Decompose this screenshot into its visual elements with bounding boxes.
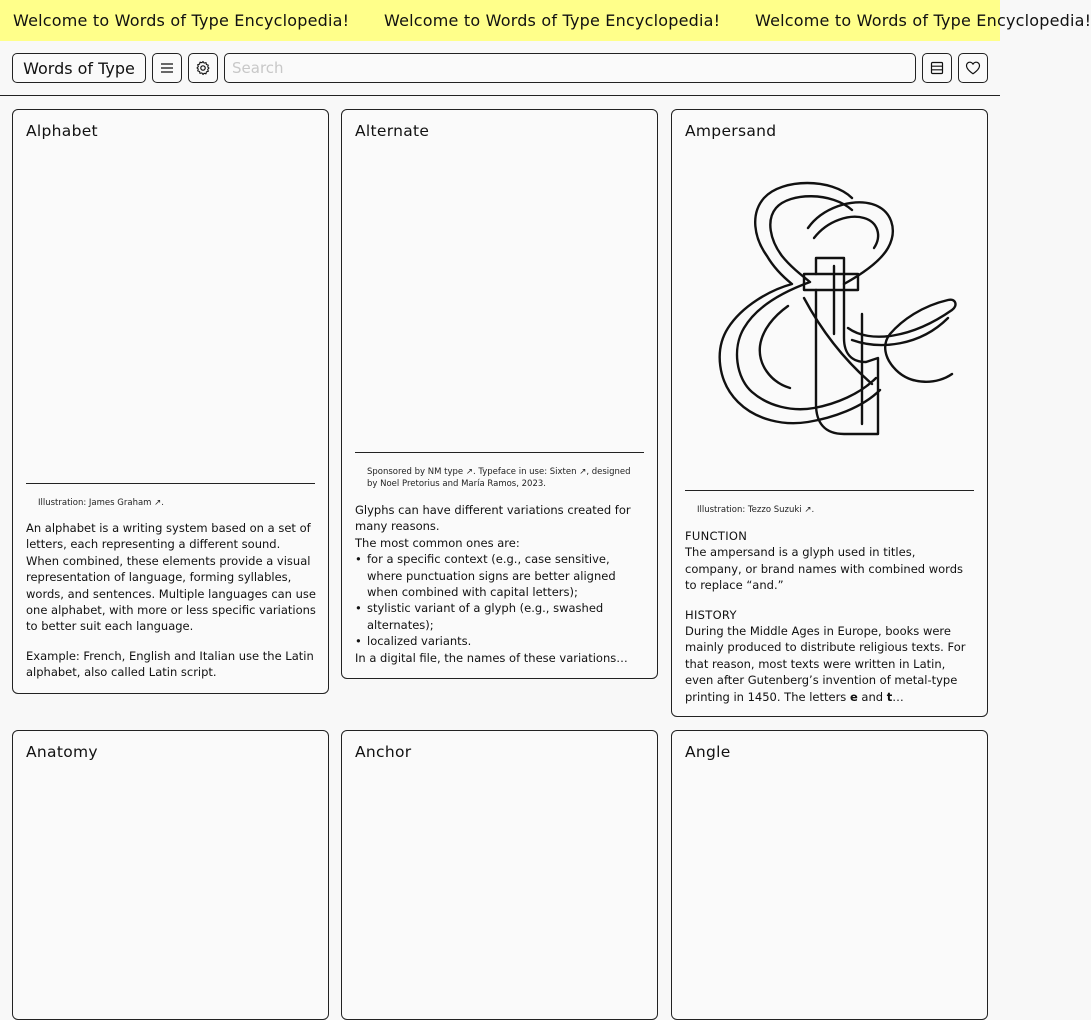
card-description [26,520,316,681]
welcome-marquee [0,0,1091,41]
gear-icon [195,60,211,76]
section-label-history: HISTORY [685,607,737,622]
conjunction: and [857,689,887,704]
heart-icon [965,61,981,75]
illustration-credit[interactable]: Illustration: James Graham ↗. [38,498,164,508]
layout-rows-icon [930,61,944,75]
settings-button[interactable] [188,53,218,83]
marquee-text: Welcome to Words of Type Encyclopedia! [755,11,1091,30]
list-heading: The most common ones are: [355,535,520,550]
toolbar [0,41,1000,96]
brand-label: Words of Type [23,58,135,78]
description-intro: Glyphs can have different variations created for many reasons. [355,503,631,534]
home-button[interactable] [12,53,146,83]
card-description [685,528,975,705]
marquee-text: Welcome to Words of Type Encyclopedia! [384,11,721,30]
card-title: Angle [685,743,731,761]
entry-card-alphabet[interactable] [12,109,329,694]
history-text-main: During the Middle Ages in Europe, books were mainly produced to distribute religious texts. For that reason, most texts were written in Latin, even after Gutenberg’s invention of metal-type printing in 1450. The letters [685,624,966,704]
description-outro: In a digital file, the names of these variations… [355,650,628,665]
card-description [355,502,645,666]
list-item: • for a specific context (e.g., case sensitive, where punctuation signs are better aligned when combined with capital letters); [355,551,645,600]
illustration-divider [26,483,315,484]
ampersand-illustration [712,178,962,444]
card-title: Anchor [355,743,412,761]
variant-list [355,551,645,649]
ellipsis: … [892,689,904,704]
card-title: Alternate [355,122,430,140]
sponsor-credit[interactable]: Sponsored by NM type ↗. Typeface in use: Sixten ↗, designed by Noel Pretorius and María Ramos, 2023. [367,467,631,489]
description-paragraph: Example: French, English and Italian use the Latin alphabet, also called Latin script. [26,648,314,680]
layout-toggle-button[interactable] [922,53,952,83]
card-title: Alphabet [26,122,98,140]
favorites-button[interactable] [958,53,988,83]
entry-card-ampersand[interactable] [671,109,988,717]
marquee-text: Welcome to Words of Type Encyclopedia! [13,11,350,30]
entry-card-anatomy[interactable] [12,730,329,1020]
section-label-function: FUNCTION [685,529,748,543]
description-paragraph: An alphabet is a writing system based on a set of letters, each representing a different sound. When combined, these elements provide a visual representation of language, forming syllables, words, and sentences. Multiple languages can use one alphabet, with more or less specific variations to better suit each language. [26,521,316,634]
illustration-credit[interactable]: Illustration: Tezzo Suzuki ↗. [697,505,815,515]
entry-card-angle[interactable] [671,730,988,1020]
menu-button[interactable] [152,53,182,83]
history-text [685,623,975,705]
card-title: Anatomy [26,743,98,761]
entry-card-anchor[interactable] [341,730,658,1020]
list-item: • localized variants. [355,633,645,649]
illustration-divider [355,452,644,453]
illustration-divider [685,490,974,491]
list-item: • stylistic variant of a glyph (e.g., swashed alternates); [355,600,645,633]
search-input[interactable] [224,53,916,83]
letter-e: e [849,689,858,704]
menu-icon [160,62,174,74]
card-title: Ampersand [685,122,777,140]
entry-card-alternate[interactable] [341,109,658,679]
letter-t: t [886,689,893,704]
section-text: The ampersand is a glyph used in titles, company, or brand names with combined words to replace “and.” [685,545,963,593]
